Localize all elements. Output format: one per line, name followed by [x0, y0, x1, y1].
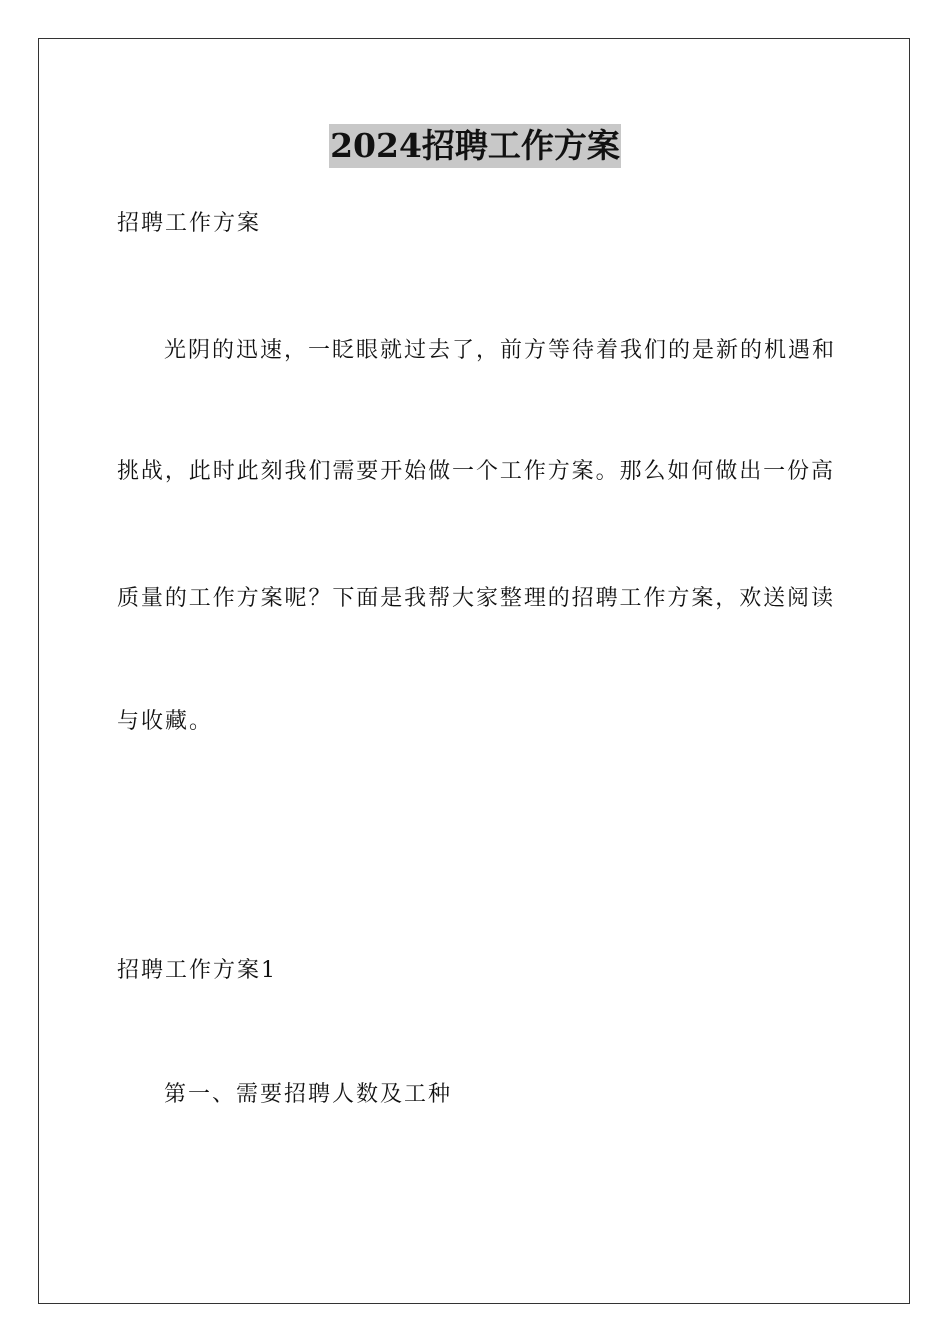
intro-line-2: 挑战，此时此刻我们需要开始做一个工作方案。那么如何做出一份高 [117, 459, 833, 484]
intro-line-1: 光阴的迅速，一眨眼就过去了，前方等待着我们的是新的机遇和 [164, 338, 837, 363]
document-title: 2024招聘工作方案 [329, 124, 621, 168]
section-item: 第一、需要招聘人数及工种 [164, 1082, 453, 1107]
title-wrap [0, 124, 950, 168]
intro-line-4: 与收藏。 [117, 709, 214, 734]
intro-line-3: 质量的工作方案呢？下面是我帮大家整理的招聘工作方案，欢送阅读 [117, 586, 833, 611]
section-heading: 招聘工作方案1 [117, 958, 277, 983]
document-subtitle: 招聘工作方案 [117, 211, 262, 236]
